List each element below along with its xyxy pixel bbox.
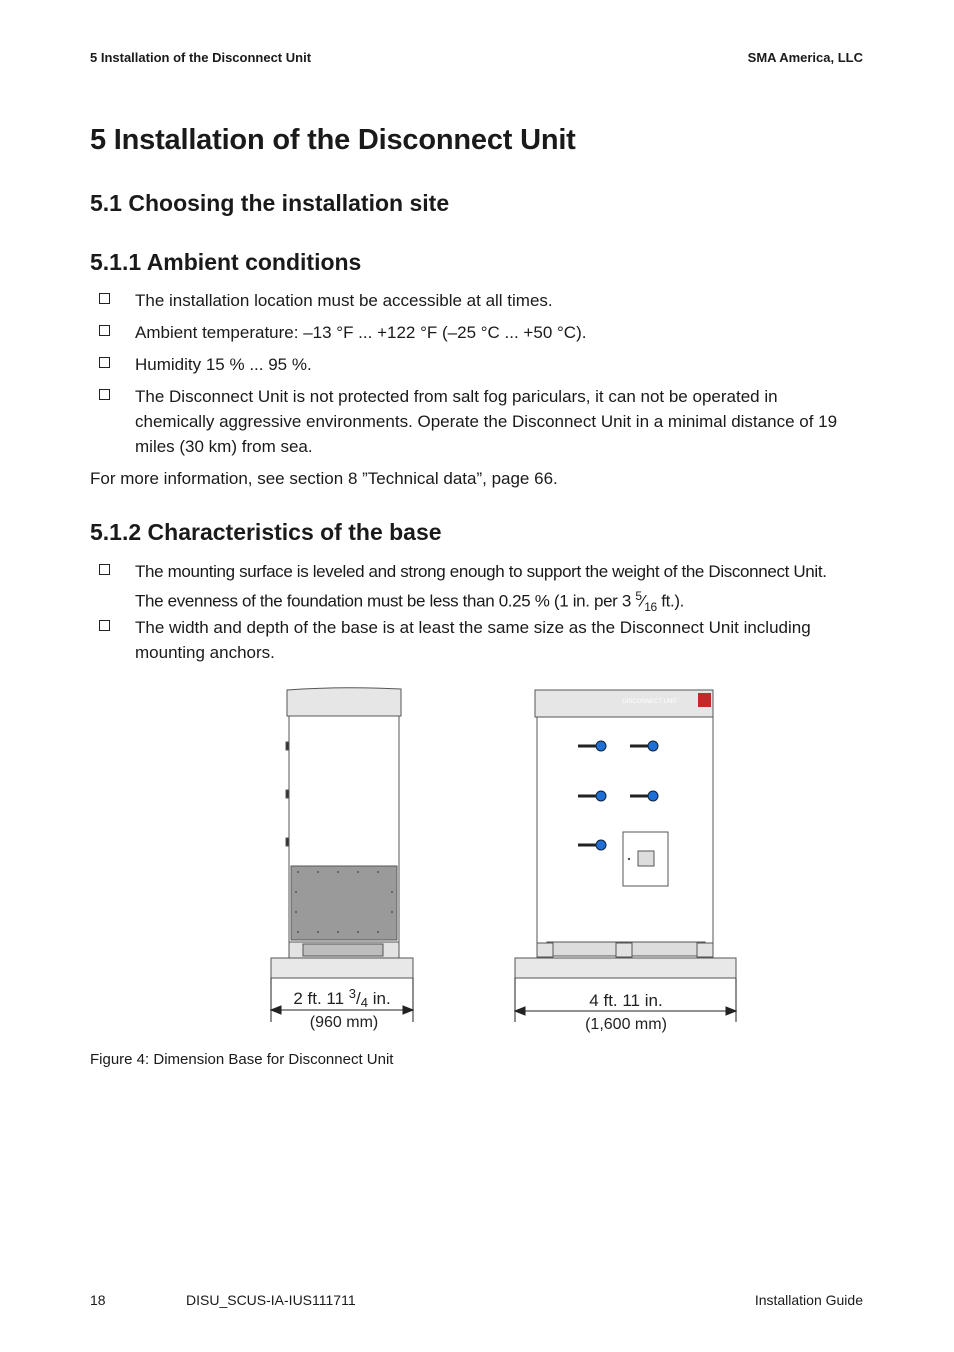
hinge bbox=[286, 790, 289, 798]
page-number: 18 bbox=[90, 1292, 106, 1308]
evenness-unit: ft.). bbox=[656, 591, 685, 611]
checklist-item-text: Humidity 15 % ... 95 %. bbox=[135, 355, 312, 374]
checkbox-icon bbox=[99, 293, 110, 304]
brand-logo-icon bbox=[698, 693, 711, 707]
checklist-item bbox=[99, 352, 869, 377]
front-view-cabinet bbox=[515, 690, 736, 978]
checkbox-icon bbox=[99, 620, 110, 631]
checklist-item bbox=[99, 615, 839, 665]
front-foot bbox=[616, 943, 632, 957]
side-vent-panel bbox=[291, 866, 397, 940]
checklist-item bbox=[99, 559, 869, 620]
side-roof bbox=[287, 688, 401, 716]
checklist-item-line: The evenness of the foundation must be less than 0.25 % (1 in. per 3 $^5⁄_{16}$ ft.). bbox=[135, 589, 685, 615]
technical-data-reference: For more information, see section 8 ”Technical data”, page 66. bbox=[90, 469, 558, 488]
chapter-title: 5 Installation of the Disconnect Unit bbox=[90, 124, 576, 156]
checklist-item-text: The Disconnect Unit is not protected from salt fog pariculars, it can not be operated in chemically aggressive environments. Operate the Disconnect Unit in a minimal distance of 19 miles (30 km) from sea. bbox=[135, 387, 838, 456]
side-view-cabinet bbox=[271, 688, 413, 978]
dimension-figure bbox=[260, 682, 760, 1042]
hinge bbox=[286, 838, 289, 846]
side-base-plate bbox=[303, 944, 383, 956]
front-foundation bbox=[515, 958, 736, 978]
side-foundation bbox=[271, 958, 413, 978]
checkbox-icon bbox=[99, 357, 110, 368]
checkbox-icon bbox=[99, 564, 110, 575]
fraction-denominator: 16 bbox=[644, 600, 657, 615]
checkbox-icon bbox=[99, 389, 110, 400]
checkbox-icon bbox=[99, 325, 110, 336]
section-5-1-title: 5.1 Choosing the installation site bbox=[90, 190, 450, 216]
checklist-item-text: The installation location must be accessible at all times. bbox=[135, 291, 553, 310]
checklist-item bbox=[99, 384, 839, 459]
checklist-item-line: The mounting surface is leveled and strong enough to support the weight of the Disconnect Unit. bbox=[135, 562, 827, 581]
front-dimension-label: 4 ft. 11 in. bbox=[589, 991, 663, 1010]
section-5-1-1-title: 5.1.1 Ambient conditions bbox=[90, 249, 362, 275]
running-header-company: SMA America, LLC bbox=[747, 50, 863, 65]
front-foot bbox=[697, 943, 713, 957]
cabinet-label: DISCONNECT UNIT bbox=[622, 699, 678, 705]
control-box-switches bbox=[638, 851, 654, 866]
hinge bbox=[286, 742, 289, 750]
document-type: Installation Guide bbox=[754, 1292, 863, 1308]
front-foot bbox=[537, 943, 553, 957]
evenness-text: The evenness of the foundation must be less than 0.25 % (1 in. per 3 bbox=[135, 591, 636, 611]
checklist-item-text bbox=[135, 559, 869, 620]
front-body bbox=[537, 717, 713, 943]
side-dimension-metric: (960 mm) bbox=[309, 1014, 379, 1031]
front-dimension-metric: (1,600 mm) bbox=[585, 1016, 667, 1033]
checklist-item bbox=[99, 320, 869, 345]
checklist-item-text: The width and depth of the base is at least the same size as the Disconnect Unit including mounting anchors. bbox=[135, 618, 811, 662]
figure-caption: Figure 4: Dimension Base for Disconnect Unit bbox=[90, 1051, 394, 1068]
fraction-numerator: 5 bbox=[635, 589, 642, 603]
control-box-knob bbox=[628, 858, 630, 860]
section-5-1-2-title: 5.1.2 Characteristics of the base bbox=[90, 519, 442, 545]
running-header-section: 5 Installation of the Disconnect Unit bbox=[90, 50, 312, 65]
document-code: DISU_SCUS-IA-IUS111711 bbox=[186, 1292, 356, 1308]
checklist-item bbox=[99, 288, 869, 313]
checklist-item-text: Ambient temperature: –13 °F ... +122 °F (–25 °C ... +50 °C). bbox=[135, 323, 587, 342]
side-dimension-label: 2 ft. 11 $^3$/4 in. bbox=[293, 986, 391, 1010]
